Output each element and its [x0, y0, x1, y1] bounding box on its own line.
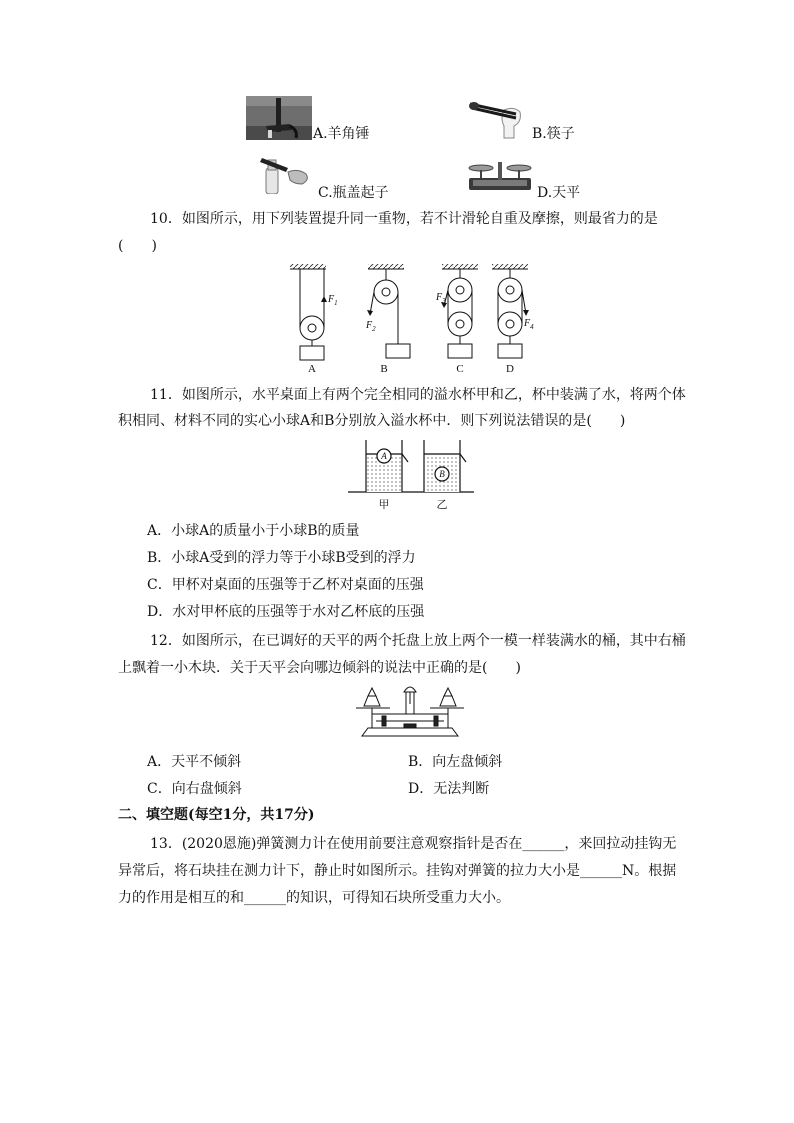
overflow-cups-figure: [346, 436, 476, 512]
q12-stem-line1: 12．如图所示，在已调好的天平的两个托盘上放上两个一模一样装满水的桶，其中右桶: [150, 633, 686, 649]
force-label-f3: $F_3$: [436, 292, 446, 305]
force-label-f4: $F_4$: [524, 318, 534, 331]
pulley-figure: [280, 262, 540, 374]
q11-option-a: A．小球A的质量小于小球B的质量: [147, 523, 360, 539]
force-label-f1: $F_1$: [328, 294, 338, 307]
q10-stem-line2: ( ): [118, 238, 157, 254]
claw-hammer-photo: [246, 96, 312, 140]
figure-label-b: B: [380, 363, 388, 374]
figure-label-a: A: [308, 363, 316, 374]
q13-line3: 力的作用是相互的和______的知识，可得知石块所受重力大小。: [118, 890, 510, 906]
balance-photo: [465, 156, 535, 192]
q11-option-d: D．水对甲杯底的压强等于水对乙杯底的压强: [147, 604, 425, 620]
balance-with-buckets-figure: [352, 684, 468, 744]
ball-label-b: B: [439, 469, 445, 479]
q12-stem-line2: 上飘着一小木块．关于天平会向哪边倾斜的说法中正确的是( ): [118, 660, 521, 676]
figure-label-c: C: [456, 363, 464, 374]
option-c-label: C.瓶盖起子: [318, 185, 389, 201]
q12-option-b: B．向左盘倾斜: [408, 754, 503, 770]
q10-stem-line1: 10．如图所示，用下列装置提升同一重物，若不计滑轮自重及摩擦，则最省力的是: [150, 211, 658, 227]
q11-stem-line1: 11．如图所示，水平桌面上有两个完全相同的溢水杯甲和乙，杯中装满了水，将两个体: [150, 387, 686, 403]
q13-line2: 异常后，将石块挂在测力计下，静止时如图所示。挂钩对弹簧的拉力大小是______N。根据: [118, 863, 677, 879]
bottle-opener-photo: [258, 154, 318, 194]
cup-label-yi: 乙: [436, 499, 448, 511]
q11-option-b: B．小球A受到的浮力等于小球B受到的浮力: [147, 550, 416, 566]
q11-option-c: C．甲杯对桌面的压强等于乙杯对桌面的压强: [147, 577, 424, 593]
ball-label-a: A: [381, 451, 387, 461]
cup-label-jia: 甲: [378, 499, 390, 511]
q11-stem-line2: 积相同、材料不同的实心小球A和B分别放入溢水杯中．则下列说法错误的是( ): [118, 413, 626, 429]
q12-option-c: C．向右盘倾斜: [147, 781, 242, 797]
option-a-label: A.羊角锤: [313, 126, 370, 142]
force-label-f2: $F_2$: [366, 320, 376, 333]
option-b-label: B.筷子: [532, 126, 575, 142]
chopsticks-photo: [468, 96, 530, 140]
section-heading-fill-in: 二、填空题(每空1分，共17分): [118, 807, 315, 823]
q13-line1: 13．(2020恩施)弹簧测力计在使用前要注意观察指针是否在______，来回拉动挂钩无: [150, 836, 677, 852]
option-d-label: D.天平: [537, 185, 581, 201]
q12-option-a: A．天平不倾斜: [147, 754, 242, 770]
figure-label-d: D: [506, 363, 514, 374]
q12-option-d: D．无法判断: [408, 781, 490, 797]
